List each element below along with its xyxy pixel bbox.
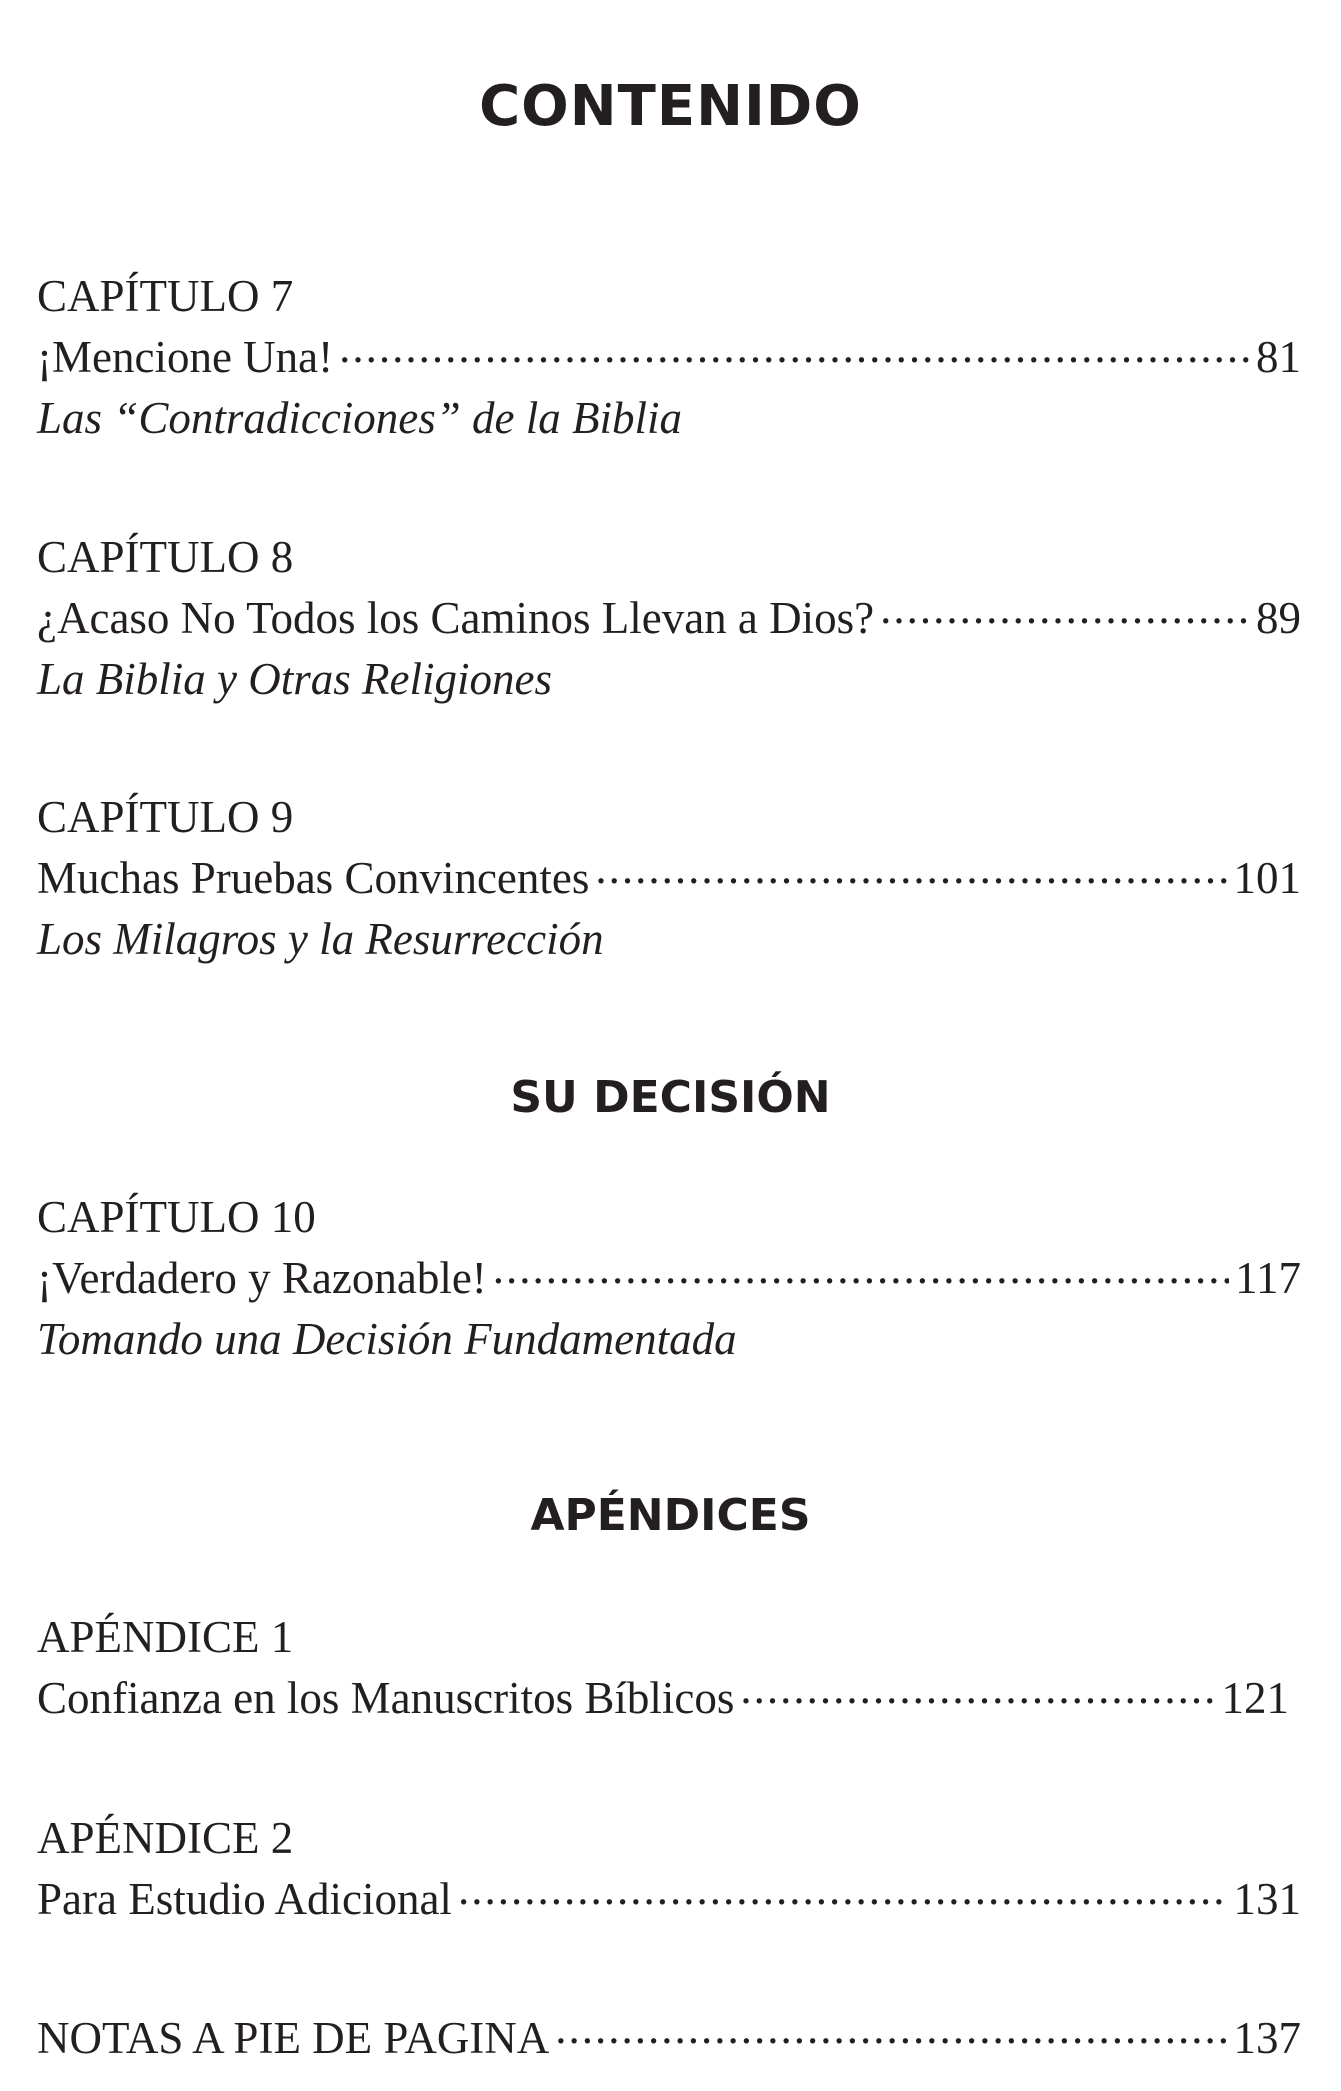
toc-line[interactable] [37,848,1301,909]
toc-line[interactable] [37,327,1301,388]
toc-entry-chapter-8 [37,527,1301,710]
chapter-title: ¿Acaso No Todos los Caminos Llevan a Dios? [37,593,875,643]
section-heading-appendices: APÉNDICES [530,1490,811,1541]
toc-line[interactable] [37,2008,1301,2069]
dot-leader [458,1874,1228,1914]
toc-entry-chapter-10 [37,1187,1301,1370]
dot-leader [339,332,1250,372]
chapter-title: ¡Verdadero y Razonable! [37,1253,487,1303]
page-number: 131 [1233,1874,1301,1924]
chapter-subtitle: Los Milagros y la Resurrección [37,914,604,964]
footnotes-title: NOTAS A PIE DE PAGINA [37,2013,550,2063]
dot-leader [555,2013,1227,2053]
dot-leader [880,593,1250,633]
chapter-subtitle: La Biblia y Otras Religiones [37,654,552,704]
chapter-title: ¡Mencione Una! [37,332,334,382]
toc-line[interactable] [37,1869,1301,1930]
page-number: 137 [1233,2013,1301,2063]
page-number: 89 [1256,593,1301,643]
chapter-label: CAPÍTULO 9 [37,792,294,842]
chapter-subtitle: Tomando una Decisión Fundamentada [37,1314,737,1364]
toc-entry-footnotes [37,2008,1301,2069]
toc-entry-chapter-9 [37,787,1301,970]
dot-leader [740,1673,1215,1713]
dot-leader [595,853,1227,893]
page-number: 101 [1233,853,1301,903]
chapter-label: CAPÍTULO 10 [37,1192,316,1242]
appendix-label: APÉNDICE 2 [37,1813,294,1863]
appendix-title: Confianza en los Manuscritos Bíblicos [37,1673,735,1723]
appendix-label: APÉNDICE 1 [37,1612,294,1662]
page-title: CONTENIDO [479,74,862,139]
toc-line[interactable] [37,1668,1289,1729]
dot-leader [493,1253,1229,1293]
appendix-title: Para Estudio Adicional [37,1874,452,1924]
section-heading-decision: SU DECISIÓN [510,1072,831,1123]
chapter-label: CAPÍTULO 8 [37,532,294,582]
toc-entry-appendix-1 [37,1607,1301,1729]
toc-line[interactable] [37,588,1301,649]
page-number: 117 [1235,1253,1301,1303]
chapter-label: CAPÍTULO 7 [37,271,294,321]
toc-entry-chapter-7 [37,266,1301,449]
toc-line[interactable] [37,1248,1301,1309]
chapter-subtitle: Las “Contradicciones” de la Biblia [37,393,683,443]
toc-entry-appendix-2 [37,1808,1301,1930]
chapter-title: Muchas Pruebas Convincentes [37,853,590,903]
page-number: 81 [1256,332,1301,382]
page-number: 121 [1221,1673,1289,1723]
